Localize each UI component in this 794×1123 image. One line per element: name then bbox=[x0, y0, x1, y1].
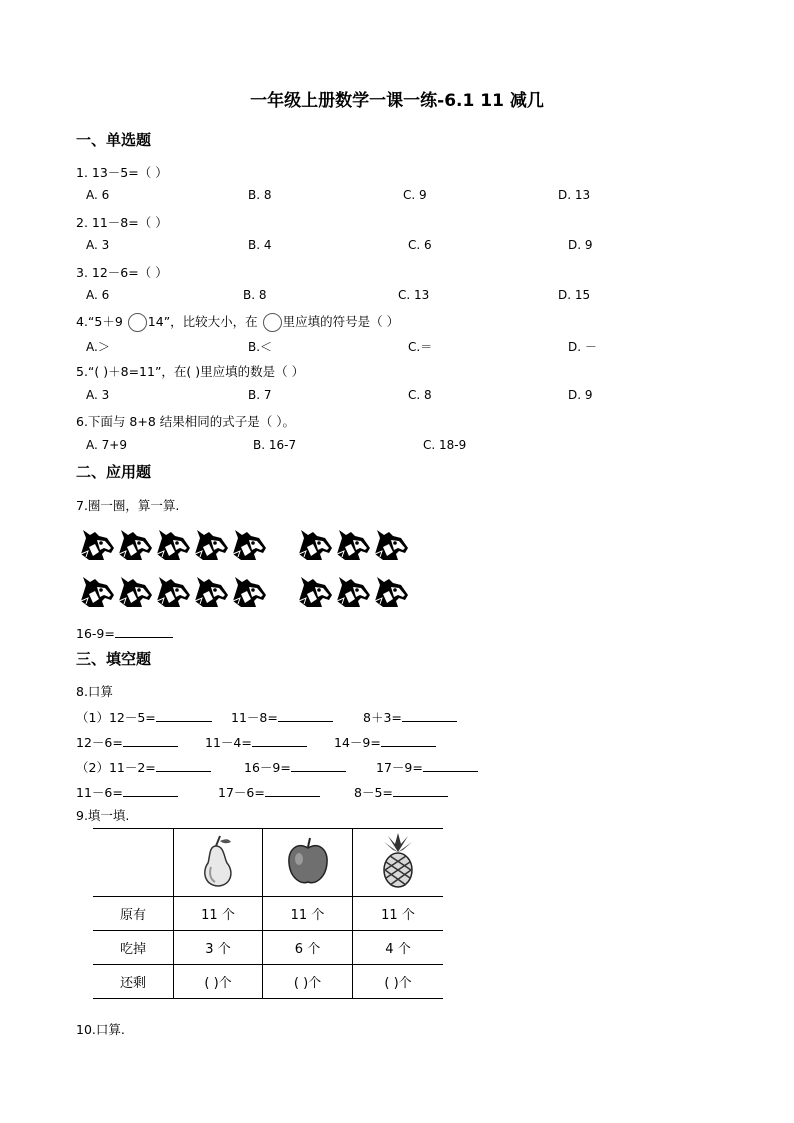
question-4-option-c: C.＝ bbox=[408, 340, 433, 354]
horse-head-icon bbox=[372, 527, 410, 561]
question-1-option-a: A. 6 bbox=[86, 188, 110, 202]
horse-head-icon bbox=[372, 574, 410, 608]
horse-head-icon bbox=[334, 574, 372, 608]
oral-calc-item bbox=[363, 708, 457, 726]
question-3-option-b: B. 8 bbox=[243, 288, 267, 302]
row-label: 吃掉 bbox=[93, 931, 174, 965]
fruit-table bbox=[93, 828, 443, 999]
table-cell: 3 个 bbox=[174, 931, 263, 965]
question-2-option-d: D. 9 bbox=[568, 238, 593, 252]
answer-blank[interactable] bbox=[291, 759, 346, 772]
table-row bbox=[93, 829, 443, 897]
oral-calc-expression: 14－9= bbox=[334, 735, 381, 750]
oral-calc-item bbox=[76, 733, 178, 751]
answer-cell[interactable]: ( )个 bbox=[174, 965, 263, 999]
table-cell: 4 个 bbox=[353, 931, 444, 965]
row-label: 还剩 bbox=[93, 965, 174, 999]
section-heading-single-choice: 一、单选题 bbox=[76, 131, 152, 149]
question-7-equation bbox=[76, 625, 173, 641]
horse-head-icon bbox=[116, 527, 154, 561]
oral-calc-item bbox=[376, 758, 478, 776]
question-5-option-d: D. 9 bbox=[568, 388, 593, 402]
question-1-option-b: B. 8 bbox=[248, 188, 272, 202]
answer-cell[interactable]: ( )个 bbox=[353, 965, 444, 999]
question-4-option-b: B.＜ bbox=[248, 340, 273, 354]
oral-calc-item bbox=[76, 708, 212, 726]
question-2-option-a: A. 3 bbox=[86, 238, 110, 252]
oral-calc-expression: （2）11－2= bbox=[76, 760, 156, 775]
question-8-stem: 8.口算 bbox=[76, 684, 113, 699]
oral-calc-expression: 11－6= bbox=[76, 785, 123, 800]
oral-calc-expression: 16－9= bbox=[244, 760, 291, 775]
comparison-circle-icon bbox=[128, 313, 147, 332]
comparison-circle-icon bbox=[263, 313, 282, 332]
horse-head-icon bbox=[296, 574, 334, 608]
oral-calc-expression: 17－6= bbox=[218, 785, 265, 800]
question-3-option-a: A. 6 bbox=[86, 288, 110, 302]
table-cell: 11 个 bbox=[174, 897, 263, 931]
question-3-stem: 3. 12－6=（ ） bbox=[76, 265, 168, 280]
oral-calc-expression: 11－8= bbox=[231, 710, 278, 725]
pineapple-icon bbox=[380, 832, 416, 890]
question-4-stem bbox=[76, 312, 399, 332]
question-2-option-b: B. 4 bbox=[248, 238, 272, 252]
horse-head-icon bbox=[78, 574, 116, 608]
horse-head-icon bbox=[334, 527, 372, 561]
question-4-stem-part-a: 4.“5＋9 bbox=[76, 314, 127, 329]
answer-blank[interactable] bbox=[381, 734, 436, 747]
question-5-option-b: B. 7 bbox=[248, 388, 272, 402]
horse-head-icon bbox=[192, 574, 230, 608]
question-3-option-d: D. 15 bbox=[558, 288, 591, 302]
question-2-option-c: C. 6 bbox=[408, 238, 432, 252]
question-4-stem-part-b: 14”，比较大小，在 bbox=[147, 314, 262, 329]
horse-head-icon bbox=[78, 527, 116, 561]
horse-head-icon bbox=[192, 527, 230, 561]
answer-blank[interactable] bbox=[278, 709, 333, 722]
question-6-option-b: B. 16-7 bbox=[253, 438, 297, 452]
pineapple-cell bbox=[353, 829, 444, 897]
answer-blank[interactable] bbox=[123, 734, 178, 747]
oral-calc-item bbox=[231, 708, 333, 726]
answer-blank[interactable] bbox=[156, 759, 211, 772]
question-1-stem: 1. 13－5=（ ） bbox=[76, 165, 168, 180]
question-3-option-c: C. 13 bbox=[398, 288, 430, 302]
question-6-option-c: C. 18-9 bbox=[423, 438, 467, 452]
section-heading-fill-in: 三、填空题 bbox=[76, 650, 152, 668]
table-cell: 6 个 bbox=[263, 931, 353, 965]
answer-blank[interactable] bbox=[156, 709, 212, 722]
oral-calc-expression: 17－9= bbox=[376, 760, 423, 775]
question-9-stem: 9.填一填. bbox=[76, 808, 130, 823]
question-5-stem: 5.“( )＋8=11”，在( )里应填的数是（ ） bbox=[76, 364, 305, 379]
question-5-option-c: C. 8 bbox=[408, 388, 432, 402]
horse-head-icon bbox=[154, 527, 192, 561]
question-6-option-a: A. 7+9 bbox=[86, 438, 127, 452]
oral-calc-expression: 8＋3= bbox=[363, 710, 402, 725]
oral-calc-expression: 8－5= bbox=[354, 785, 393, 800]
answer-blank[interactable] bbox=[423, 759, 478, 772]
oral-calc-item bbox=[218, 783, 320, 801]
question-4-option-a: A.＞ bbox=[86, 340, 110, 354]
oral-calc-item bbox=[76, 758, 211, 776]
question-4-stem-part-c: 里应填的符号是（ ） bbox=[282, 314, 400, 329]
question-5-option-a: A. 3 bbox=[86, 388, 110, 402]
row-label: 原有 bbox=[93, 897, 174, 931]
horse-head-icon bbox=[154, 574, 192, 608]
pear-cell bbox=[174, 829, 263, 897]
horse-head-icon bbox=[116, 574, 154, 608]
question-7-stem: 7.圈一圈，算一算. bbox=[76, 498, 180, 513]
answer-cell[interactable]: ( )个 bbox=[263, 965, 353, 999]
apple-icon bbox=[286, 835, 330, 887]
oral-calc-item bbox=[244, 758, 346, 776]
answer-blank[interactable] bbox=[402, 709, 457, 722]
horse-head-icon bbox=[230, 574, 268, 608]
answer-blank[interactable] bbox=[115, 625, 173, 638]
oral-calc-item bbox=[354, 783, 448, 801]
table-cell: 11 个 bbox=[263, 897, 353, 931]
page-title: 一年级上册数学一课一练-6.1 11 减几 bbox=[250, 91, 544, 111]
table-corner-cell bbox=[93, 829, 174, 897]
oral-calc-item bbox=[205, 733, 307, 751]
question-1-option-d: D. 13 bbox=[558, 188, 591, 202]
answer-blank[interactable] bbox=[265, 784, 320, 797]
oral-calc-item bbox=[76, 783, 178, 801]
question-10-stem: 10.口算. bbox=[76, 1022, 125, 1037]
question-6-stem: 6.下面与 8+8 结果相同的式子是（ ）。 bbox=[76, 414, 295, 429]
pear-icon bbox=[198, 833, 238, 889]
oral-calc-expression: 11－4= bbox=[205, 735, 252, 750]
table-row bbox=[93, 931, 443, 965]
horse-head-icon bbox=[296, 527, 334, 561]
horse-head-icon bbox=[230, 527, 268, 561]
answer-blank[interactable] bbox=[123, 784, 178, 797]
question-4-option-d: D. － bbox=[568, 340, 597, 354]
table-row bbox=[93, 897, 443, 931]
oral-calc-expression: （1）12－5= bbox=[76, 710, 156, 725]
oral-calc-expression: 12－6= bbox=[76, 735, 123, 750]
answer-blank[interactable] bbox=[252, 734, 307, 747]
equation-text: 16-9= bbox=[76, 626, 115, 641]
table-row bbox=[93, 965, 443, 999]
question-1-option-c: C. 9 bbox=[403, 188, 427, 202]
answer-blank[interactable] bbox=[393, 784, 448, 797]
question-2-stem: 2. 11－8=（ ） bbox=[76, 215, 168, 230]
apple-cell bbox=[263, 829, 353, 897]
oral-calc-item bbox=[334, 733, 436, 751]
table-cell: 11 个 bbox=[353, 897, 444, 931]
section-heading-application: 二、应用题 bbox=[76, 463, 152, 481]
